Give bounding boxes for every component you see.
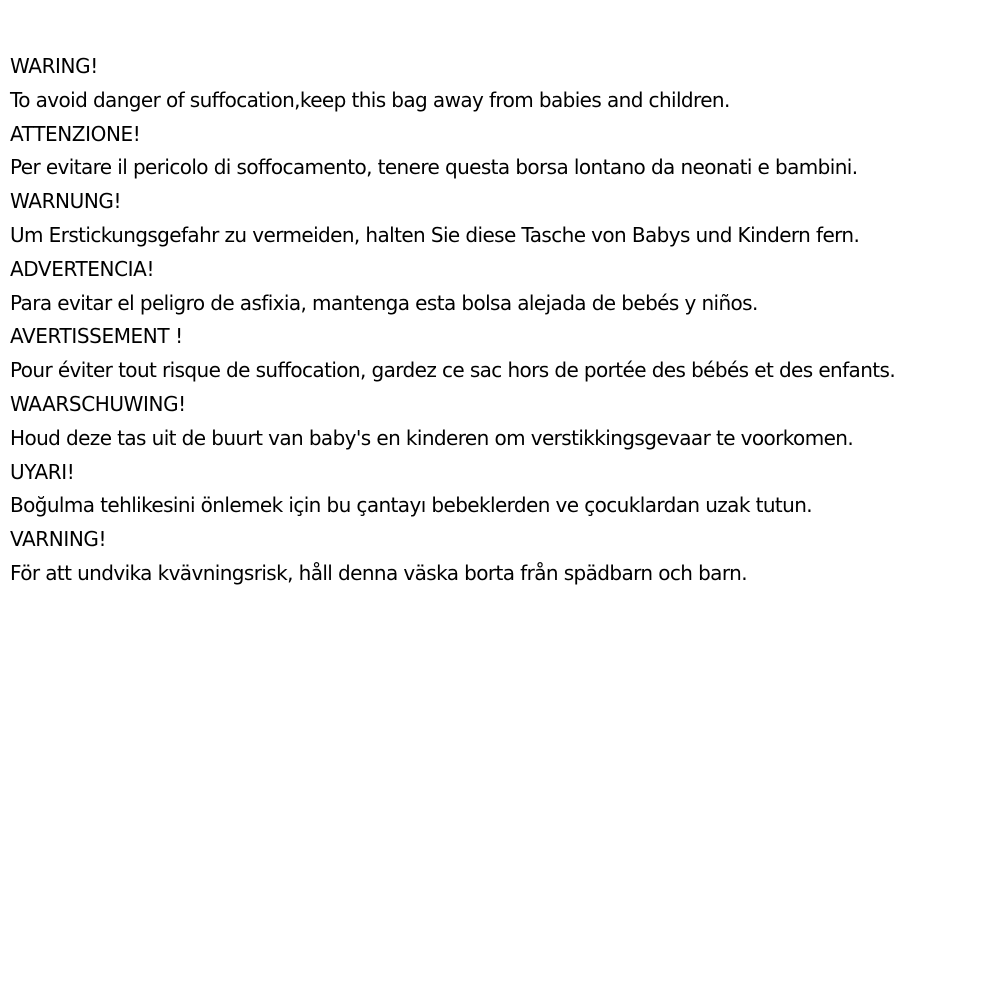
warning-heading: WARNUNG! [10,189,122,214]
warning-turkish [10,456,995,524]
warning-text: Pour éviter tout risque de suffocation, gardez ce sac hors de portée des bébés et des enfants. [10,358,896,383]
warning-heading: ATTENZIONE! [10,121,141,146]
warning-swedish [10,523,995,591]
warning-heading: ADVERTENCIA! [10,256,155,281]
warning-heading: AVERTISSEMENT ! [10,324,183,349]
warning-text: Boğulma tehlikesini önlemek için bu çantayı bebeklerden ve çocuklardan uzak tutun. [10,493,813,518]
warning-english [10,50,995,118]
warning-heading: WAARSCHUWING! [10,391,186,416]
warning-list [10,50,995,591]
warning-heading: UYARI! [10,459,75,484]
warning-spanish [10,253,995,321]
warning-german [10,185,995,253]
warning-french [10,320,995,388]
warning-heading: WARING! [10,54,98,78]
warning-italian [10,118,995,186]
warning-text: För att undvika kvävningsrisk, håll denna väska borta från spädbarn och barn. [10,560,747,585]
warning-dutch [10,388,995,456]
warning-text: Per evitare il pericolo di soffocamento, tenere questa borsa lontano da neonati e bambini. [10,155,858,180]
warning-text: Um Erstickungsgefahr zu vermeiden, halten Sie diese Tasche von Babys und Kindern fern. [10,222,860,247]
warning-text: Houd deze tas uit de buurt van baby's en kinderen om verstikkingsgevaar te voorkomen. [10,425,854,450]
warning-text: Para evitar el peligro de asfixia, mantenga esta bolsa alejada de bebés y niños. [10,290,758,315]
warning-heading: VARNING! [10,527,107,552]
warning-text: To avoid danger of suffocation,keep this bag away from babies and children. [10,87,730,112]
